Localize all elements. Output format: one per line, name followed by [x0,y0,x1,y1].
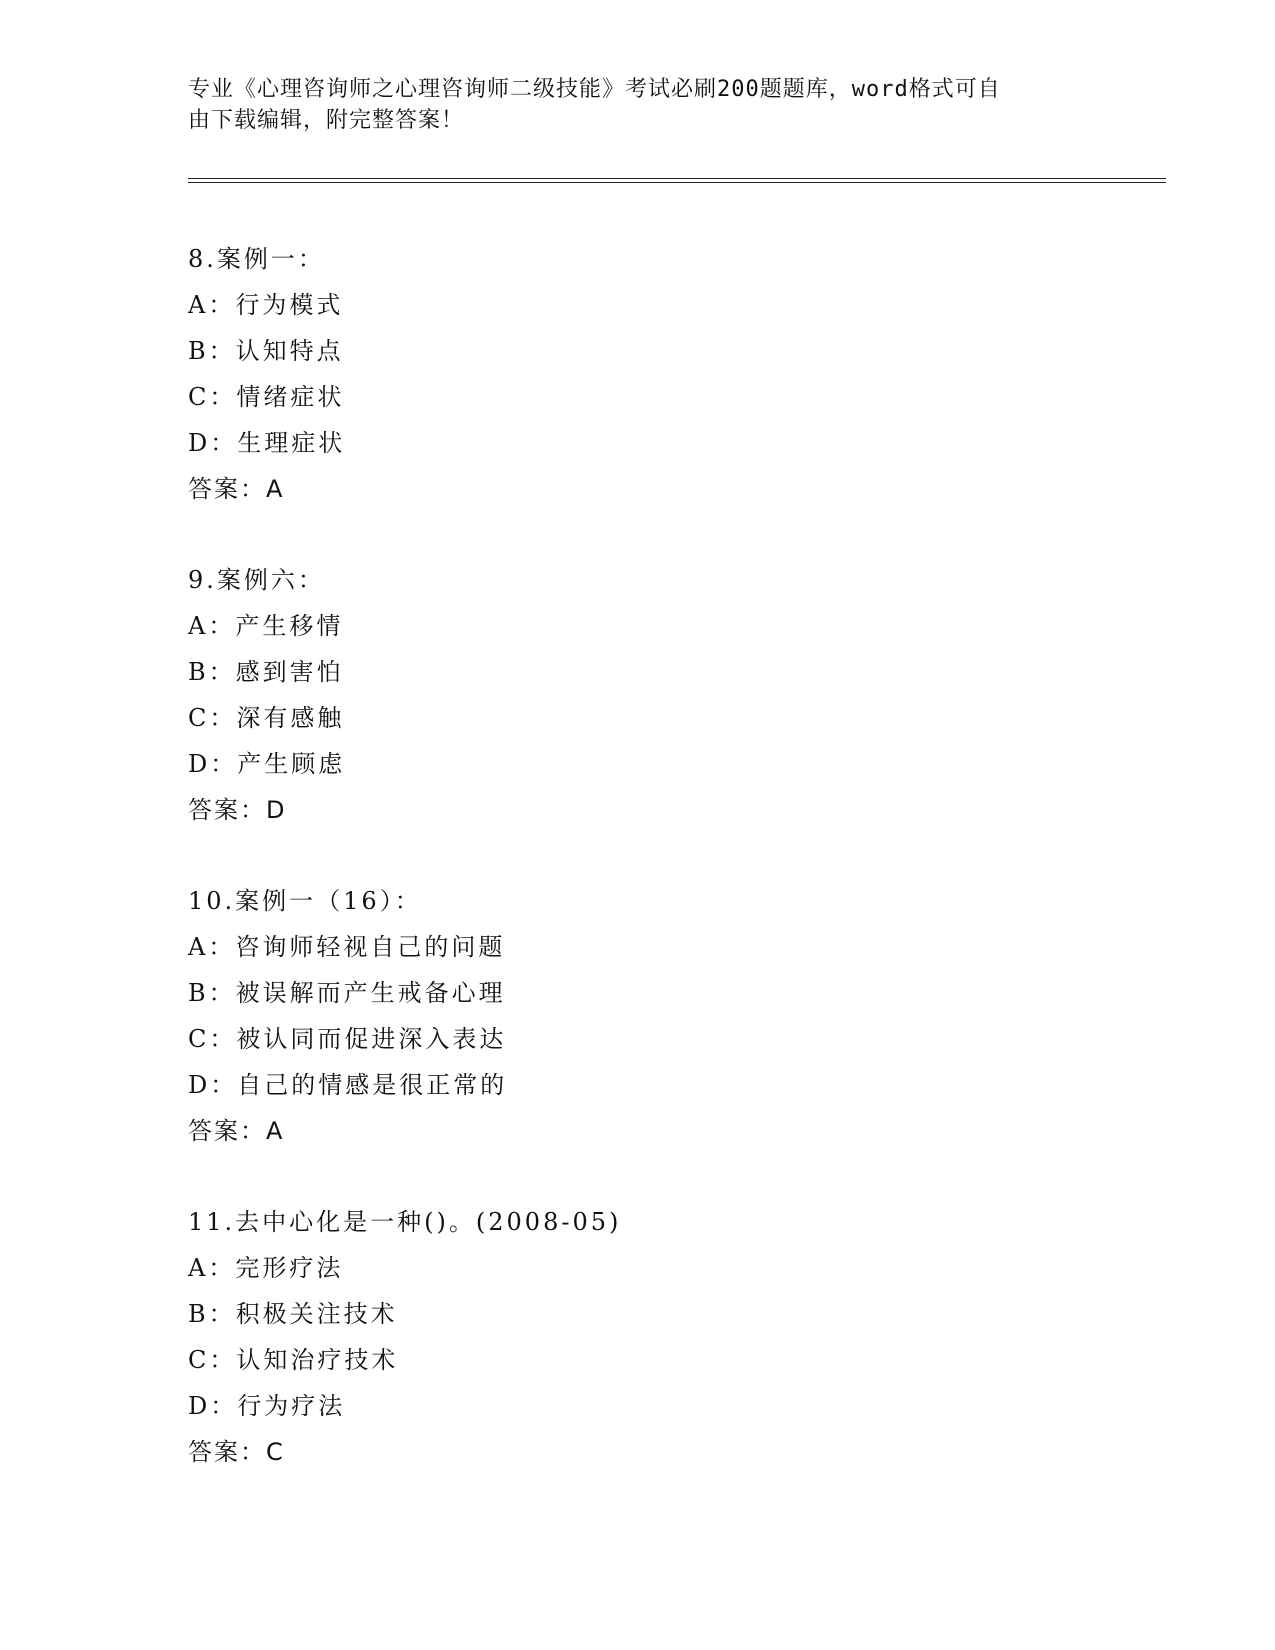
document-header [188,74,1068,136]
option-d: D：生理症状 [188,429,346,457]
question-8 [188,236,1168,512]
header-divider-top [188,178,1166,179]
answer: 答案：A [188,475,285,503]
option-c: C：深有感触 [188,704,345,732]
question-stem: 8.案例一： [188,245,325,273]
answer: 答案：C [188,1438,285,1466]
option-b: B：认知特点 [188,337,344,365]
option-c: C：情绪症状 [188,383,345,411]
answer: 答案：A [188,1117,285,1145]
header-divider-bottom [188,182,1166,183]
option-c: C：被认同而促进深入表达 [188,1025,507,1053]
option-d: D：产生顾虑 [188,750,346,778]
question-10 [188,878,1168,1154]
question-9 [188,557,1168,833]
question-stem: 11.去中心化是一种()。(2008-05) [188,1208,622,1236]
question-11 [188,1199,1168,1475]
option-a: A：行为模式 [188,291,344,319]
header-line-1: 专业《心理咨询师之心理咨询师二级技能》考试必刷200题题库，word格式可自 [188,77,1001,102]
option-a: A：产生移情 [188,612,344,640]
option-d: D：行为疗法 [188,1392,346,1420]
option-d: D：自己的情感是很正常的 [188,1071,508,1099]
option-b: B：被误解而产生戒备心理 [188,979,506,1007]
option-c: C：认知治疗技术 [188,1346,399,1374]
option-a: A：咨询师轻视自己的问题 [188,933,506,961]
question-stem: 10.案例一（16）： [188,887,422,915]
question-stem: 9.案例六： [188,566,325,594]
question-list [188,236,1168,1520]
header-line-2: 由下载编辑，附完整答案！ [188,108,465,133]
option-a: A：完形疗法 [188,1254,344,1282]
option-b: B：积极关注技术 [188,1300,398,1328]
option-b: B：感到害怕 [188,658,344,686]
answer: 答案：D [188,796,287,824]
